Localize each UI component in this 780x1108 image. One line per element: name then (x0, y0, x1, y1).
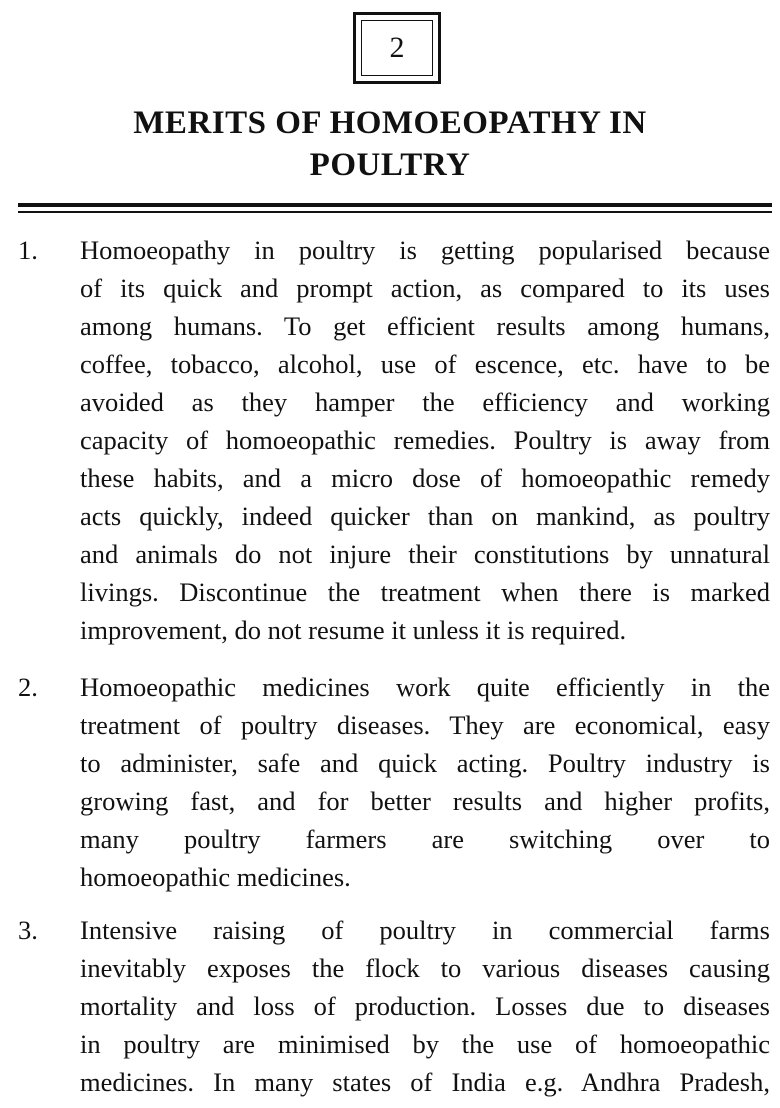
text-line: homoeopathic medicines. (80, 862, 351, 892)
text-line: acts quickly, indeed quicker than on mankind, as poultry (80, 501, 770, 531)
text-line: avoided as they hamper the efficiency and working (80, 387, 770, 417)
text-line: treatment of poultry diseases. They are economical, easy (80, 710, 770, 740)
paragraph-number: 1. (18, 235, 38, 265)
paragraph-text (80, 231, 770, 649)
text-line: of its quick and prompt action, as compared to its uses (80, 273, 770, 303)
title-rule-thick (18, 203, 772, 207)
paragraph-number: 2. (18, 672, 38, 702)
chapter-title (0, 102, 780, 186)
paragraph-1 (18, 231, 770, 649)
text-line: and animals do not injure their constitutions by unnatural (80, 539, 770, 569)
paragraph-text (80, 668, 770, 896)
text-line: growing fast, and for better results and higher profits, (80, 786, 770, 816)
text-line: Homoeopathic medicines work quite efficiently in the (80, 672, 770, 702)
chapter-title-line: MERITS OF HOMOEOPATHY IN (133, 105, 647, 141)
text-line: inevitably exposes the flock to various diseases causing (80, 953, 770, 983)
paragraph-number: 3. (18, 915, 38, 945)
text-line: many poultry farmers are switching over to (80, 824, 770, 854)
text-line: Homoeopathy in poultry is getting popularised because (80, 235, 770, 265)
chapter-number: 2 (361, 20, 433, 76)
text-line: to administer, safe and quick acting. Poultry industry is (80, 748, 770, 778)
text-line: Intensive raising of poultry in commercial farms (80, 915, 770, 945)
text-line: in poultry are minimised by the use of homoeopathic (80, 1029, 770, 1059)
paragraph-3 (18, 911, 770, 1101)
paragraph-2 (18, 668, 770, 896)
text-line: improvement, do not resume it unless it is required. (80, 615, 627, 645)
text-line: capacity of homoeopathic remedies. Poultry is away from (80, 425, 770, 455)
text-line: among humans. To get efficient results among humans, (80, 311, 770, 341)
text-line: livings. Discontinue the treatment when there is marked (80, 577, 770, 607)
text-line: these habits, and a micro dose of homoeopathic remedy (80, 463, 770, 493)
title-rule-thin (18, 211, 772, 213)
text-line: mortality and loss of production. Losses due to diseases (80, 991, 770, 1021)
text-line: coffee, tobacco, alcohol, use of escence, etc. have to be (80, 349, 770, 379)
chapter-number-box (353, 12, 441, 84)
paragraph-text (80, 911, 770, 1101)
chapter-title-line: POULTRY (309, 147, 471, 183)
text-line: medicines. In many states of India e.g. Andhra Pradesh, (80, 1067, 770, 1097)
